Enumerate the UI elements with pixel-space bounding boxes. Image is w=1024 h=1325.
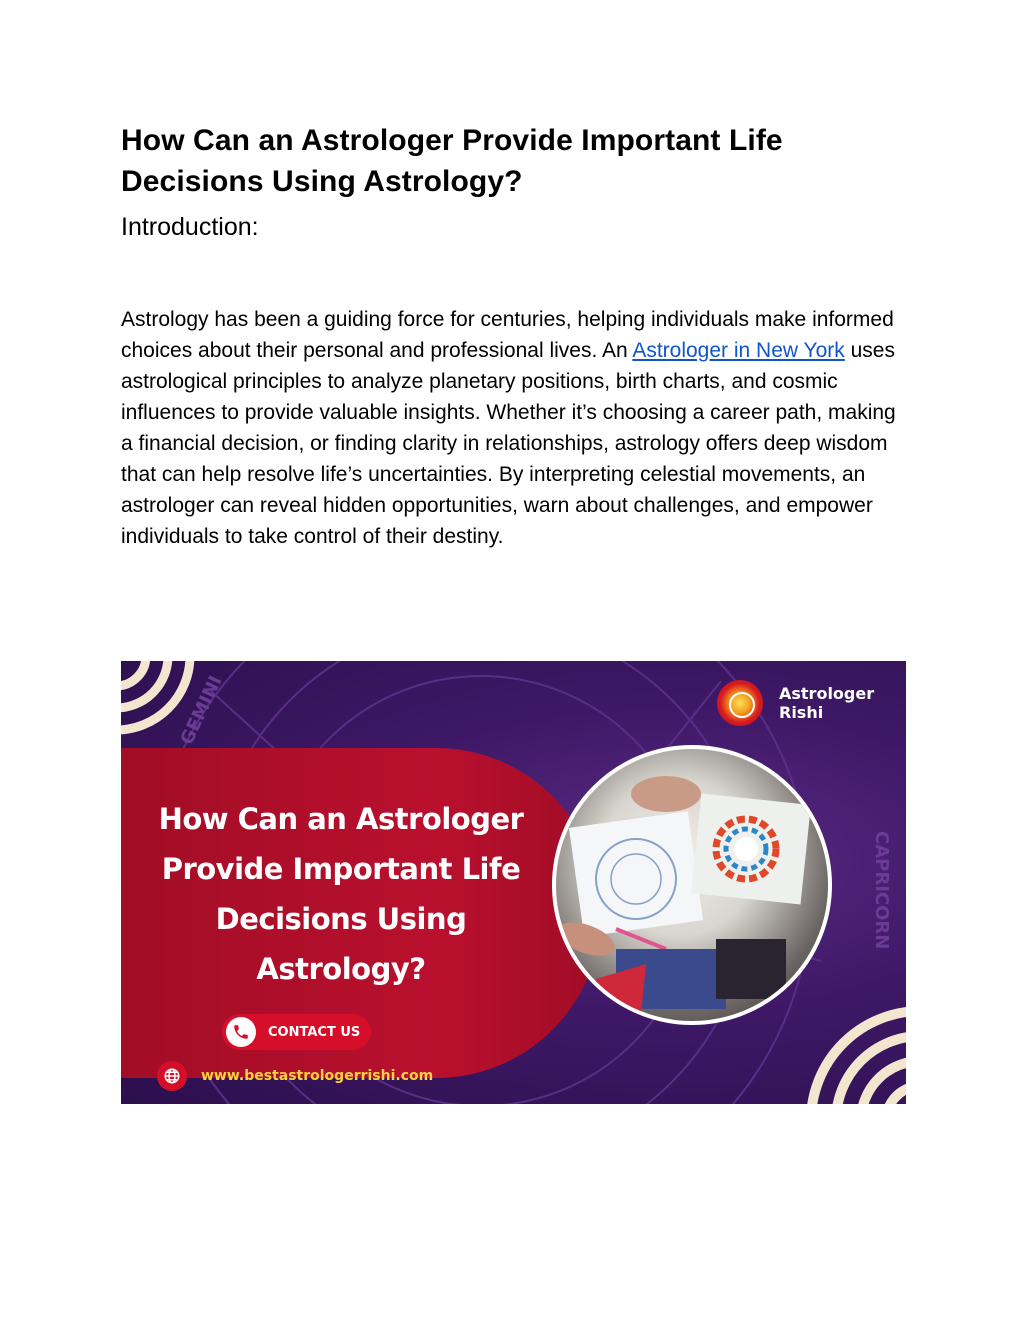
decorative-arcs-bottom-right <box>811 1011 906 1104</box>
website-line <box>157 1061 433 1091</box>
astrologer-new-york-link[interactable]: Astrologer in New York <box>632 339 845 362</box>
globe-icon <box>157 1061 187 1091</box>
birth-chart-illustration <box>556 749 828 1021</box>
logo-line-2: Rishi <box>779 703 824 722</box>
contact-us-label: CONTACT US <box>268 1024 361 1040</box>
zodiac-label-gemini: GEMINI <box>176 672 227 749</box>
logo-line-1: Astrologer <box>779 684 875 703</box>
website-url: www.bestastrologerrishi.com <box>201 1068 434 1084</box>
banner-headline: How Can an Astrologer Provide Important Life Decisions Using Astrology? <box>158 802 524 986</box>
promo-banner-image <box>121 661 906 1104</box>
astrologer-rishi-logo <box>717 678 874 728</box>
document-title: How Can an Astrologer Provide Important Life Decisions Using Astrology? <box>121 124 783 198</box>
phone-icon <box>226 1017 256 1047</box>
logo-emblem-icon <box>717 680 763 726</box>
intro-text-after: uses astrological principles to analyze planetary positions, birth charts, and cosmic influences to provide valuable insights. Whether it’s choosing a career path, making a financial decision, or finding clarity in relationships, astrology offers deep wisdom that can help resolve life’s uncertainties. By interpreting celestial movements, an astrologer can reveal hidden opportunities, warn about challenges, and empower individuals to take control of their destiny. <box>121 339 896 548</box>
section-heading: Introduction: <box>121 213 259 241</box>
logo-text <box>779 684 874 722</box>
contact-us-button[interactable] <box>222 1014 371 1050</box>
intro-paragraph <box>121 304 906 552</box>
astrology-chart-photo <box>552 745 832 1025</box>
decorative-arcs-top-left <box>121 661 190 730</box>
zodiac-label-capricorn: CAPRICORN <box>871 831 892 950</box>
intro-text-before: Astrology has been a guiding force for centuries, helping individuals make informed choices about their personal and professional lives. An <box>121 308 894 362</box>
